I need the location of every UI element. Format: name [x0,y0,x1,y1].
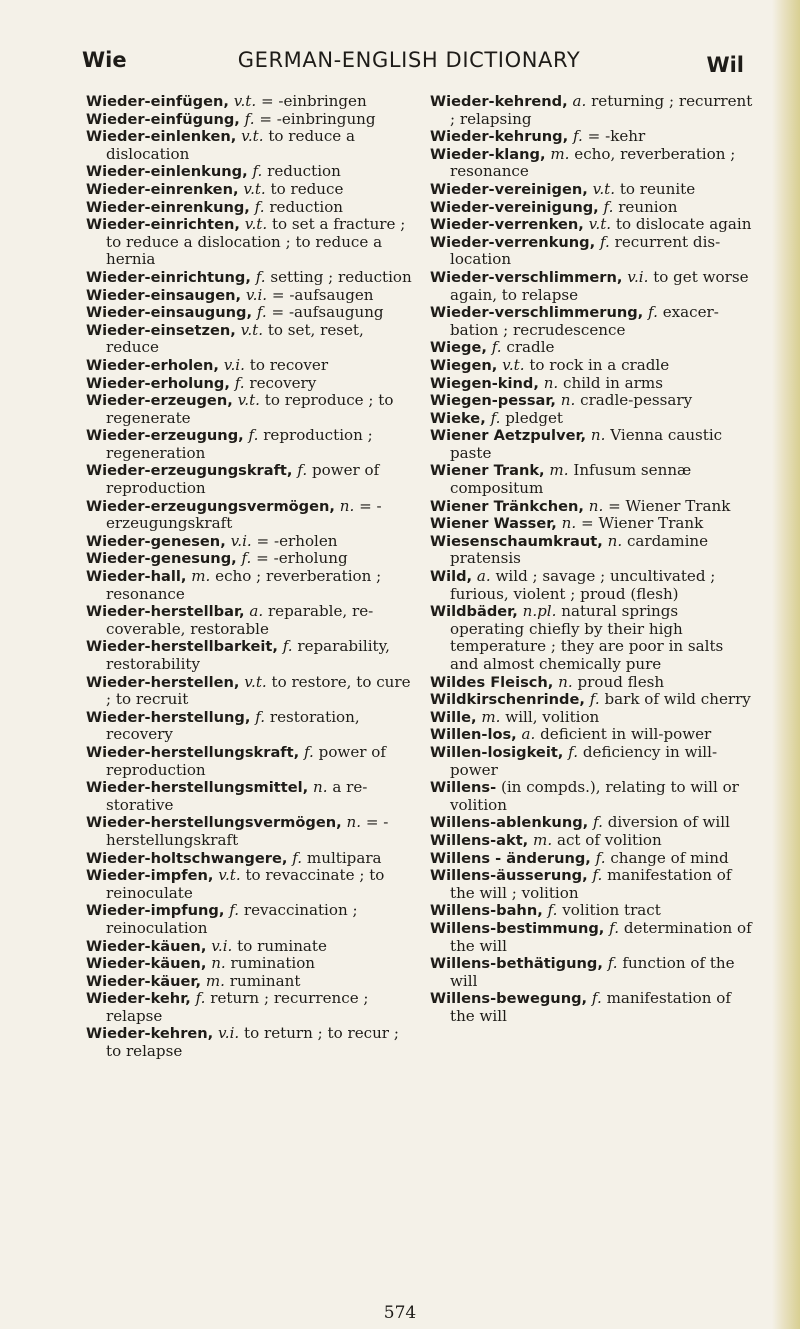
dictionary-entry [430,850,756,868]
dictionary-entry [86,199,412,217]
part-of-speech: v.t. [243,179,266,198]
headword: Wieder-kehr, [86,990,191,1008]
dictionary-entry [86,427,412,462]
headword: Wildkirschenrinde, [430,691,585,709]
headword: Wieder-einfügung, [86,110,240,128]
headword: Willens-akt, [430,831,529,849]
definition: echo ; reverberation ; resonance [106,567,382,603]
definition: Vienna caustic paste [450,426,723,462]
definition: cradle-pessary [580,391,693,410]
part-of-speech: v.t. [502,355,525,374]
definition: revaccination ; reinoculation [106,901,358,937]
part-of-speech: v.t. [233,92,257,110]
definition: echo, reverberation ; resonance [450,144,736,181]
headword: Wiener Trank, [430,462,545,480]
definition: to reduce [270,179,344,198]
definition: power of reproduction [106,742,386,779]
part-of-speech: f. [568,742,579,761]
part-of-speech: f. [248,426,259,445]
definition: proud flesh [577,672,665,691]
dictionary-entry [430,867,756,902]
headword: Wieder-herstellbarkeit, [86,638,278,656]
dictionary-entry [86,744,412,779]
definition: returning ; recurrent ; relapsing [450,92,753,128]
running-header [64,48,754,82]
dictionary-entry [430,128,756,146]
dictionary-entry [430,990,756,1025]
definition: reproduction ; regeneration [106,426,373,462]
definition: to reduce a dislocation [106,127,356,163]
headword: Wiener Aetzpulver, [430,427,587,445]
part-of-speech: f. [595,848,606,867]
definition: wild ; savage ; uncultivated ; furious, violent ; proud (flesh) [450,567,716,603]
part-of-speech: m. [191,567,211,586]
dictionary-entry [86,568,412,603]
definition: = -kehr [587,127,646,146]
part-of-speech: n. [339,496,355,515]
headword: Willens-ablenkung, [430,814,589,832]
headword: Wieder-kehren, [86,1025,214,1043]
definition: act of volition [556,830,662,849]
headword: Wieder-verschlimmerung, [430,304,644,322]
dictionary-entry [86,867,412,902]
part-of-speech: f. [609,918,619,937]
headword: Wieder-erzeugungskraft, [86,462,293,480]
dictionary-entry [86,533,412,551]
dictionary-entry [86,392,412,427]
part-of-speech: m. [533,830,553,849]
dictionary-entry [430,199,756,217]
definition: (in compds.), relating to will or volition [450,778,739,814]
definition: = -einbringen [260,92,367,110]
definition: = -erholung [256,549,348,568]
headword: Willens - änderung, [430,849,591,867]
headword: Wieder-einrenken, [86,180,239,198]
dictionary-entry [86,603,412,638]
part-of-speech: v.t. [244,215,268,234]
headword: Wieder-erzeugung, [86,427,244,445]
part-of-speech: f. [252,162,263,181]
headword: Wiege, [430,339,487,357]
headword: Wieder-vereinigung, [430,198,599,216]
definition: to rock in a cradle [529,355,670,374]
definition: ruminant [229,971,301,990]
headword: Wildes Fleisch, [430,673,554,691]
part-of-speech: f. [592,866,603,885]
dictionary-entry [430,779,756,814]
dictionary-entry [86,550,412,568]
definition: diversion of will [607,813,730,832]
dictionary-entry [86,216,412,269]
dictionary-entry [86,674,412,709]
definition: setting ; reduction [270,267,412,286]
part-of-speech: n. [588,496,604,515]
dictionary-entry [86,779,412,814]
definition: to ruminate [237,936,327,955]
part-of-speech: f. [591,989,602,1008]
part-of-speech: n. [607,531,623,550]
part-of-speech: m. [549,461,569,480]
dictionary-entry [86,814,412,849]
part-of-speech: n. [346,813,362,832]
definition: deficient in will-power [540,725,712,744]
headword: Wieder-einlenken, [86,128,237,146]
dictionary-entry [86,498,412,533]
headword: Wieder-genesen, [86,532,226,550]
headword: Wieder-erzeugen, [86,392,233,410]
dictionary-entry [430,339,756,357]
part-of-speech: f. [282,637,293,656]
headword: Wieder-vereinigen, [430,180,588,198]
dictionary-entry [430,568,756,603]
part-of-speech: f. [491,338,502,357]
part-of-speech: v.i. [211,936,233,955]
part-of-speech: a. [521,725,536,744]
headword: Wieder-herstellen, [86,673,240,691]
definition: Infusum sennæ compositum [450,461,692,498]
headword: Willens-bewegung, [430,990,588,1008]
headword: Wieder-verrenkung, [430,233,596,251]
dictionary-entry [430,902,756,920]
part-of-speech: f. [607,954,618,973]
headword: Wieder-einsetzen, [86,321,236,339]
headword: Wieder-erholen, [86,356,219,374]
headword: Wieder-verschlimmern, [430,268,623,286]
dictionary-entry [430,357,756,375]
page-number: 574 [383,1303,417,1323]
definition: cardamine pratensis [450,531,709,568]
part-of-speech: f. [589,690,600,709]
headword: Wieder-herstellung, [86,708,251,726]
dictionary-entry [430,955,756,990]
part-of-speech: m. [550,144,570,163]
definition: bark of wild cherry [604,690,751,709]
part-of-speech: v.i. [230,531,252,550]
part-of-speech: f. [603,197,614,216]
part-of-speech: m. [481,707,501,726]
left-guide-word: Wie [82,48,127,72]
dictionary-entry [430,726,756,744]
headword: Wieder-herstellungskraft, [86,743,300,761]
dictionary-entry [86,955,412,973]
dictionary-entry [430,304,756,339]
part-of-speech: f. [572,127,583,146]
part-of-speech: v.i. [218,1024,240,1043]
headword: Wieder-herstellungsmittel, [86,779,309,797]
headword: Wieder-holtschwangere, [86,849,288,867]
part-of-speech: v.t. [218,866,241,885]
dictionary-entry [86,287,412,305]
headword: Wieder-impfung, [86,902,225,920]
dictionary-entry [86,938,412,956]
headword: Wieder-kehrend, [430,93,568,110]
dictionary-entry [430,691,756,709]
dictionary-entry [430,462,756,497]
definition: = -einbringung [259,109,376,128]
definition: change of mind [610,848,729,867]
definition: rumination [230,954,316,973]
definition: reduction [267,162,341,181]
definition: cradle [506,338,555,357]
part-of-speech: f. [234,373,245,392]
definition: to reproduce ; to regenerate [106,391,394,427]
headword: Wieder-einsaugung, [86,304,253,322]
part-of-speech: a. [572,92,587,110]
headword: Wieder-hall, [86,568,187,586]
dictionary-entry [86,638,412,673]
dictionary-entry [430,392,756,410]
headword: Wiegen, [430,356,498,374]
definition: exacerbation ; recrudescence [450,303,719,339]
part-of-speech: v.t. [240,320,263,339]
headword: Wieder-erholung, [86,374,230,392]
part-of-speech: f. [195,989,206,1008]
definition: return ; recurrence ; relapse [106,989,369,1025]
headword: Wieder-klang, [430,145,546,163]
definition: = -erzeugungskraft [106,496,382,533]
part-of-speech: n. [560,391,576,410]
definition: function of the will [450,954,735,990]
part-of-speech: f. [593,813,603,832]
definition: to get worse again, to relapse [450,267,749,304]
dictionary-entry [86,322,412,357]
headword: Wieder-einrichtung, [86,268,251,286]
part-of-speech: v.t. [588,215,612,234]
definition: reduction [269,197,344,216]
definition: = -erholen [256,531,338,550]
headword: Wiegen-pessar, [430,392,556,410]
headword: Wiener Tränkchen, [430,497,584,515]
definition: = Wiener Trank [608,496,731,515]
headword: Wieder-erzeugungsvermögen, [86,497,335,515]
headword: Willens-bethätigung, [430,955,603,973]
part-of-speech: f. [599,232,610,251]
definition: deficiency in willpower [450,742,718,779]
dictionary-entry [430,832,756,850]
left-column [86,93,412,1061]
dictionary-entry [430,146,756,181]
headword: Wieder-käuen, [86,937,207,955]
headword: Wiener Wasser, [430,515,557,533]
definition: to dislocate again [615,215,752,234]
dictionary-entry [430,533,756,568]
dictionary-entry [86,462,412,497]
headword: Willens- [430,779,497,797]
dictionary-entry [430,603,756,673]
definition: reparability, restorability [106,637,390,673]
dictionary-entry [430,709,756,727]
part-of-speech: f. [292,848,303,867]
headword: Wieder-käuen, [86,955,207,973]
definition: to recover [249,355,329,374]
part-of-speech: f. [490,408,501,427]
dictionary-entry [86,93,412,111]
definition: = -aufsaugung [271,303,384,322]
dictionary-entry [86,709,412,744]
definition: reunion [618,197,678,216]
part-of-speech: n.pl. [522,602,557,621]
definition: to restore, to cure ; to recruit [106,672,411,709]
headword: Wieder-herstellbar, [86,603,245,621]
dictionary-entry [86,375,412,393]
definition: power of reproduction [106,461,380,498]
definition: to reunite [619,179,696,198]
headword: Willens-bahn, [430,902,543,920]
dictionary-entry [430,375,756,393]
dictionary-entry [430,181,756,199]
dictionary-entry [430,515,756,533]
definition: determination of the will [450,918,752,955]
part-of-speech: v.i. [627,267,649,286]
dictionary-entry [430,269,756,304]
part-of-speech: f. [244,109,255,128]
headword: Wieder-einrichten, [86,216,240,234]
part-of-speech: a. [249,602,264,621]
headword: Wieder-verrenken, [430,216,584,234]
headword: Willens-bestimmung, [430,919,605,937]
part-of-speech: v.i. [223,355,245,374]
part-of-speech: n. [211,954,226,973]
right-guide-word: Wil [706,53,744,77]
definition: natural springs operating chiefly by their high temperature ; they are poor in salts and almost chemically pure [450,602,724,673]
definition: will, volition [505,707,600,726]
dictionary-entry [86,973,412,991]
dictionary-entry [86,111,412,129]
part-of-speech: m. [205,971,225,990]
part-of-speech: n. [590,426,606,445]
page-edge [772,0,800,1329]
headword: Wieder-einfügen, [86,93,229,110]
definition: reparable, recoverable, restorable [106,602,374,638]
headword: Wieder-herstellungsvermögen, [86,814,342,832]
part-of-speech: f. [297,461,308,480]
part-of-speech: f. [304,742,314,761]
part-of-speech: n. [543,373,559,392]
headword: Willens-äusserung, [430,867,588,885]
part-of-speech: f. [255,267,266,286]
definition: pledget [505,408,563,427]
part-of-speech: v.t. [237,391,260,410]
dictionary-entry [430,234,756,269]
dictionary-entry [430,744,756,779]
definition: to set a fracture ; to reduce a dislocation ; to reduce a hernia [106,215,406,269]
part-of-speech: f. [648,303,658,322]
definition: = -aufsaugen [271,285,374,304]
part-of-speech: f. [255,707,266,726]
dictionary-entry [86,357,412,375]
dictionary-entry [430,93,756,128]
definition: multipara [306,848,382,867]
definition: child in arms [563,373,663,392]
dictionary-entry [86,163,412,181]
dictionary-entry [86,304,412,322]
headword: Wild, [430,568,473,586]
definition: = -herstellungskraft [106,813,389,849]
headword: Wildbäder, [430,603,518,621]
part-of-speech: n. [561,514,577,533]
definition: = Wiener Trank [581,514,704,533]
part-of-speech: v.t. [592,179,615,198]
definition: manifestation of the will ; volition [450,866,732,902]
dictionary-entry [86,1025,412,1060]
part-of-speech: f. [256,303,267,322]
definition: recurrent dislocation [450,232,721,269]
headword: Wieder-einrenkung, [86,198,250,216]
part-of-speech: f. [241,549,252,568]
headword: Wille, [430,708,477,726]
right-column [430,93,756,1025]
headword: Wiesenschaumkraut, [430,532,603,550]
definition: to revaccinate ; to reinoculate [106,866,385,902]
headword: Willen-los, [430,726,517,744]
headword: Wieder-kehrung, [430,128,569,146]
definition: manifestation of the will [450,989,731,1025]
dictionary-entry [86,269,412,287]
part-of-speech: a. [476,567,491,586]
definition: restoration, recovery [106,707,360,744]
definition: recovery [249,373,317,392]
definition: to return ; to recur ; to relapse [106,1024,399,1061]
headword: Willen-losigkeit, [430,743,564,761]
dictionary-entry [430,814,756,832]
headword: Wieke, [430,409,486,427]
headword: Wieder-einsaugen, [86,286,242,304]
part-of-speech: v.t. [244,672,267,691]
part-of-speech: n. [312,778,328,797]
dictionary-entry [86,902,412,937]
part-of-speech: n. [558,672,573,691]
headword: Wieder-impfen, [86,867,214,885]
part-of-speech: f. [547,901,558,920]
headword: Wieder-käuer, [86,972,202,990]
dictionary-entry [86,990,412,1025]
dictionary-entry [86,850,412,868]
part-of-speech: f. [254,197,265,216]
part-of-speech: v.t. [241,127,264,146]
dictionary-entry [430,427,756,462]
headword: Wiegen-kind, [430,374,539,392]
headword: Wieder-genesung, [86,550,237,568]
dictionary-entry [430,410,756,428]
running-title: GERMAN-ENGLISH DICTIONARY [237,48,581,72]
definition: volition tract [562,901,661,920]
dictionary-entry [430,674,756,692]
definition: to set, reset, reduce [106,320,364,357]
definition: a restorative [106,778,368,814]
dictionary-entry [86,181,412,199]
dictionary-entry [430,498,756,516]
headword: Wieder-einlenkung, [86,163,248,181]
dictionary-entry [430,216,756,234]
dictionary-entry [86,128,412,163]
dictionary-entry [430,920,756,955]
part-of-speech: f. [229,901,240,920]
part-of-speech: v.i. [245,285,268,304]
